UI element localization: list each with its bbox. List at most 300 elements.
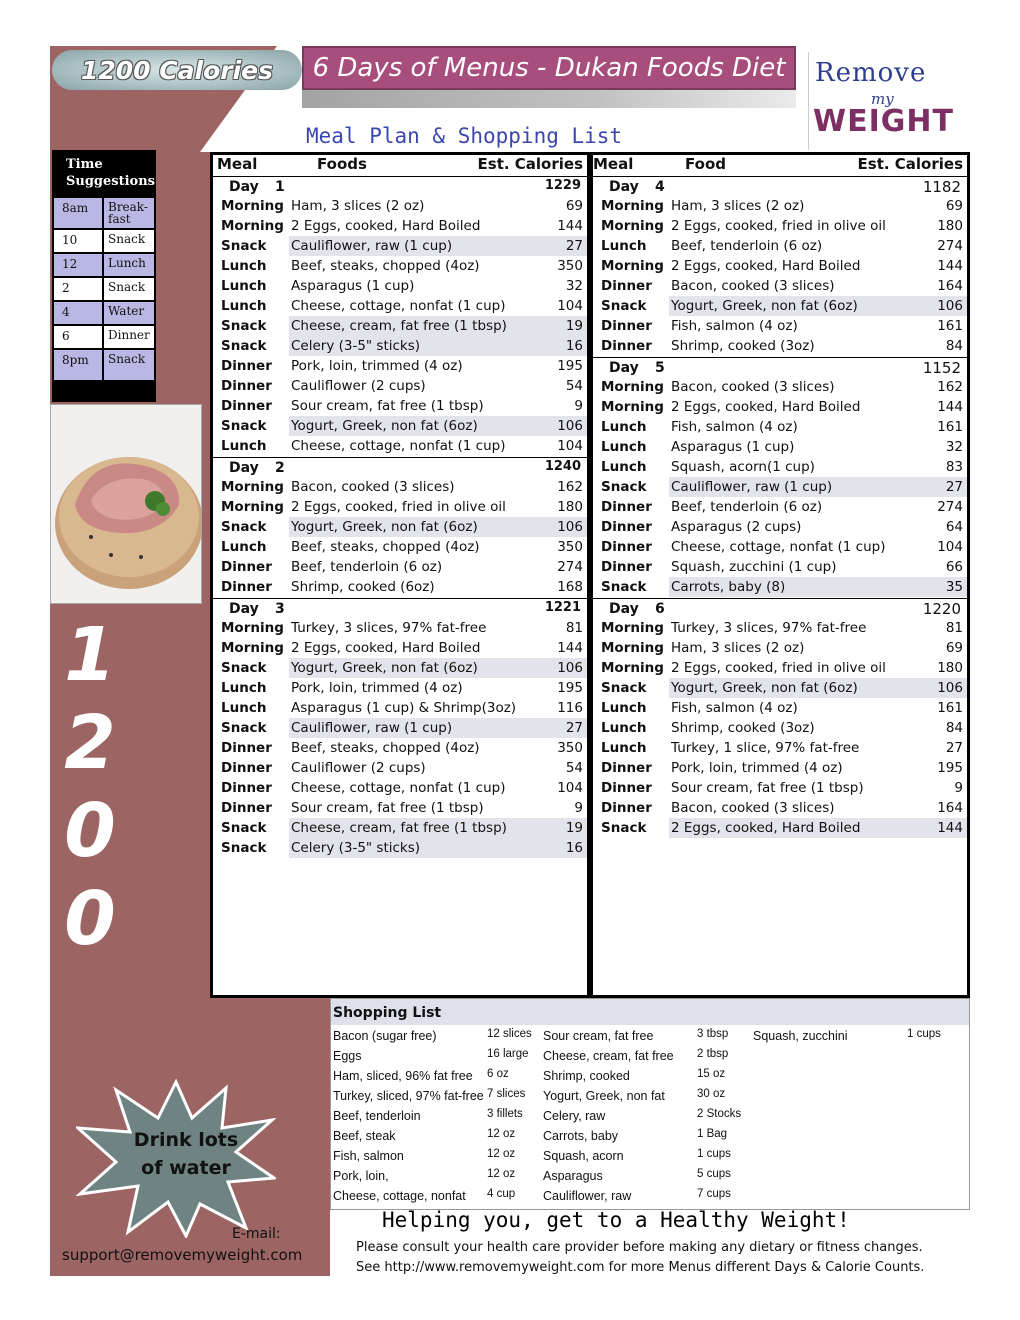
calories-cell: 144 bbox=[937, 258, 963, 274]
calories-cell: 161 bbox=[937, 318, 963, 334]
meal-cell: Lunch bbox=[601, 459, 647, 475]
calories-cell: 144 bbox=[557, 218, 583, 234]
calories-cell: 144 bbox=[557, 640, 583, 656]
meal-cell: Lunch bbox=[221, 298, 267, 314]
food-cell: Cauliflower, raw (1 cup) bbox=[671, 479, 833, 495]
day-total-calories: 1240 bbox=[544, 459, 581, 474]
logo-my-text: my bbox=[871, 90, 894, 108]
meal-cell: Dinner bbox=[221, 398, 272, 414]
side-digit: 2 bbox=[64, 700, 116, 786]
calories-cell: 54 bbox=[565, 378, 583, 394]
calories-cell: 16 bbox=[565, 338, 583, 354]
calories-cell: 19 bbox=[565, 820, 583, 836]
food-cell: Ham, 3 slices (2 oz) bbox=[671, 640, 805, 656]
remove-my-weight-logo[interactable] bbox=[808, 52, 968, 150]
shopping-qty: 12 oz bbox=[487, 1128, 516, 1140]
shopping-qty: 2 Stocks bbox=[697, 1108, 742, 1120]
table-row bbox=[593, 256, 967, 276]
meal-cell: Dinner bbox=[601, 499, 652, 515]
shopping-qty: 12 slices bbox=[487, 1028, 532, 1040]
table-row bbox=[593, 196, 967, 216]
meal-cell: Snack bbox=[221, 720, 267, 736]
shopping-qty: 16 large bbox=[487, 1048, 529, 1060]
calories-cell: 164 bbox=[937, 800, 963, 816]
shopping-list bbox=[330, 998, 970, 1210]
calories-cell: 274 bbox=[937, 238, 963, 254]
calories-cell: 106 bbox=[557, 660, 583, 676]
day-number: 5 bbox=[655, 360, 665, 376]
meal-cell: Dinner bbox=[601, 278, 652, 294]
calories-cell: 81 bbox=[565, 620, 583, 636]
calories-cell: 64 bbox=[945, 519, 963, 535]
meal-cell: Snack bbox=[221, 338, 267, 354]
food-cell: Bacon, cooked (3 slices) bbox=[671, 379, 835, 395]
table-header: Meal Foods Est. Calories bbox=[217, 155, 583, 173]
shopping-item: Pork, loin, bbox=[333, 1169, 389, 1183]
meal-cell: Morning bbox=[601, 660, 664, 676]
table-row bbox=[593, 778, 967, 798]
calories-badge: 1200 Calories bbox=[52, 50, 302, 90]
calories-cell: 106 bbox=[557, 418, 583, 434]
table-row bbox=[593, 818, 967, 838]
food-cell: Cheese, cottage, nonfat (1 cup) bbox=[291, 298, 506, 314]
meal-cell: Dinner bbox=[601, 760, 652, 776]
meal-cell: Dinner bbox=[601, 559, 652, 575]
shopping-qty: 5 cups bbox=[697, 1168, 731, 1180]
meal-table-left bbox=[210, 152, 590, 998]
food-cell: 2 Eggs, cooked, Hard Boiled bbox=[291, 640, 481, 656]
meal-cell: Dinner bbox=[221, 559, 272, 575]
meal-cell: Snack bbox=[601, 479, 647, 495]
shopping-item: Bacon (sugar free) bbox=[333, 1029, 437, 1043]
table-row bbox=[213, 296, 587, 316]
food-cell: Sour cream, fat free (1 tbsp) bbox=[291, 398, 484, 414]
meal-cell: Dinner bbox=[221, 800, 272, 816]
shopping-qty: 4 cup bbox=[487, 1188, 516, 1200]
food-cell: Fish, salmon (4 oz) bbox=[671, 419, 798, 435]
table-row bbox=[213, 758, 587, 778]
food-cell: Fish, salmon (4 oz) bbox=[671, 700, 798, 716]
meal-cell: Snack bbox=[221, 418, 267, 434]
time-row: 4 Water bbox=[54, 300, 154, 324]
day-number: 4 bbox=[655, 179, 665, 195]
table-row bbox=[213, 376, 587, 396]
meal-cell: Snack bbox=[221, 840, 267, 856]
table-row bbox=[593, 417, 967, 437]
food-cell: Squash, acorn(1 cup) bbox=[671, 459, 815, 475]
day-total-calories: 1229 bbox=[544, 178, 581, 193]
calories-cell: 69 bbox=[945, 198, 963, 214]
day-number: 2 bbox=[275, 460, 285, 476]
calories-cell: 180 bbox=[937, 218, 963, 234]
food-cell: Cauliflower, raw (1 cup) bbox=[291, 238, 453, 254]
meal-cell: Morning bbox=[221, 198, 284, 214]
day-number: 1 bbox=[275, 179, 285, 195]
day-label: Day bbox=[609, 179, 639, 195]
food-cell: 2 Eggs, cooked, fried in olive oil bbox=[671, 218, 886, 234]
food-cell: 2 Eggs, cooked, fried in olive oil bbox=[291, 499, 506, 515]
shopping-item: Cheese, cream, fat free bbox=[543, 1049, 674, 1063]
table-row bbox=[593, 276, 967, 296]
food-cell: 2 Eggs, cooked, fried in olive oil bbox=[671, 660, 886, 676]
shopping-item: Squash, acorn bbox=[543, 1149, 624, 1163]
calories-cell: 104 bbox=[557, 780, 583, 796]
meal-cell: Morning bbox=[601, 218, 664, 234]
shopping-item: Cheese, cottage, nonfat bbox=[333, 1189, 466, 1203]
table-row bbox=[213, 196, 587, 216]
shopping-qty: 1 Bag bbox=[697, 1128, 728, 1140]
table-row bbox=[593, 236, 967, 256]
time-suggestions-title: Time Suggestions bbox=[66, 157, 155, 189]
table-row bbox=[213, 356, 587, 376]
table-row bbox=[593, 497, 967, 517]
food-cell: Cheese, cottage, nonfat (1 cup) bbox=[291, 438, 506, 454]
calories-cell: 144 bbox=[937, 399, 963, 415]
meal-cell: Snack bbox=[221, 820, 267, 836]
shopping-item: Carrots, baby bbox=[543, 1129, 619, 1143]
meal-cell: Snack bbox=[601, 298, 647, 314]
table-row bbox=[213, 557, 587, 577]
table-row bbox=[593, 577, 967, 597]
meal-cell: Morning bbox=[221, 640, 284, 656]
shopping-item: Turkey, sliced, 97% fat-free bbox=[333, 1089, 484, 1103]
day-label: Day bbox=[609, 601, 639, 617]
meal-cell: Morning bbox=[221, 499, 284, 515]
calories-cell: 350 bbox=[557, 740, 583, 756]
side-digit: 0 bbox=[64, 788, 116, 874]
day-total-calories: 1221 bbox=[544, 600, 581, 615]
table-row bbox=[213, 738, 587, 758]
calories-cell: 32 bbox=[945, 439, 963, 455]
meal-cell: Snack bbox=[221, 318, 267, 334]
table-row bbox=[593, 658, 967, 678]
meal-cell: Morning bbox=[601, 620, 664, 636]
food-cell: Beef, steaks, chopped (4oz) bbox=[291, 258, 480, 274]
logo-weight-text: WEIGHT bbox=[813, 104, 954, 139]
calories-cell: 16 bbox=[565, 840, 583, 856]
footer-disclaimer: Please consult your health care provider before making any dietary or fitness changes. bbox=[356, 1240, 923, 1255]
calories-cell: 83 bbox=[945, 459, 963, 475]
table-row bbox=[593, 698, 967, 718]
table-row bbox=[213, 497, 587, 517]
table-row bbox=[213, 698, 587, 718]
water-reminder: Drink lots of water bbox=[133, 1129, 239, 1179]
time-row: 12 Lunch bbox=[54, 252, 154, 276]
table-row bbox=[213, 577, 587, 597]
calories-cell: 116 bbox=[557, 700, 583, 716]
table-row bbox=[593, 678, 967, 698]
meal-cell: Dinner bbox=[601, 519, 652, 535]
table-row bbox=[213, 658, 587, 678]
meal-cell: Dinner bbox=[221, 780, 272, 796]
calories-cell: 32 bbox=[565, 278, 583, 294]
shopping-item: Eggs bbox=[333, 1049, 362, 1063]
calories-cell: 66 bbox=[945, 559, 963, 575]
day-number: 3 bbox=[275, 601, 285, 617]
food-cell: Yogurt, Greek, non fat (6oz) bbox=[291, 660, 478, 676]
food-cell: Celery (3-5" sticks) bbox=[291, 840, 421, 856]
time-row: 6 Dinner bbox=[54, 324, 154, 348]
meal-cell: Morning bbox=[221, 479, 284, 495]
day-total-calories: 1152 bbox=[922, 359, 961, 377]
calories-cell: 161 bbox=[937, 419, 963, 435]
table-row bbox=[593, 517, 967, 537]
calories-cell: 274 bbox=[937, 499, 963, 515]
meal-cell: Lunch bbox=[601, 720, 647, 736]
food-cell: Cheese, cottage, nonfat (1 cup) bbox=[671, 539, 886, 555]
calories-cell: 9 bbox=[574, 398, 583, 414]
meal-cell: Lunch bbox=[221, 278, 267, 294]
meal-cell: Morning bbox=[601, 379, 664, 395]
table-row bbox=[593, 437, 967, 457]
table-row bbox=[593, 758, 967, 778]
food-cell: Cauliflower (2 cups) bbox=[291, 760, 426, 776]
shopping-qty: 1 cups bbox=[697, 1148, 731, 1160]
calories-cell: 195 bbox=[557, 680, 583, 696]
meal-cell: Morning bbox=[601, 198, 664, 214]
food-cell: Yogurt, Greek, non fat (6oz) bbox=[291, 519, 478, 535]
food-cell: Cheese, cottage, nonfat (1 cup) bbox=[291, 780, 506, 796]
food-cell: 2 Eggs, cooked, Hard Boiled bbox=[671, 399, 861, 415]
food-cell: Carrots, baby (8) bbox=[671, 579, 786, 595]
time-row: 2 Snack bbox=[54, 276, 154, 300]
shopping-qty: 3 fillets bbox=[487, 1108, 523, 1120]
food-cell: Shrimp, cooked (6oz) bbox=[291, 579, 435, 595]
meal-table-right bbox=[590, 152, 970, 998]
meal-cell: Dinner bbox=[221, 358, 272, 374]
table-row bbox=[593, 296, 967, 316]
page-subtitle: Meal Plan & Shopping List bbox=[306, 124, 623, 148]
shopping-qty: 7 slices bbox=[487, 1088, 526, 1100]
meal-cell: Lunch bbox=[221, 258, 267, 274]
food-cell: Beef, steaks, chopped (4oz) bbox=[291, 740, 480, 756]
table-row bbox=[593, 537, 967, 557]
food-cell: Cauliflower (2 cups) bbox=[291, 378, 426, 394]
food-cell: Yogurt, Greek, non fat (6oz) bbox=[671, 680, 858, 696]
calories-cell: 350 bbox=[557, 258, 583, 274]
table-row bbox=[213, 436, 587, 456]
table-row bbox=[213, 718, 587, 738]
food-cell: Bacon, cooked (3 slices) bbox=[291, 479, 455, 495]
meal-cell: Dinner bbox=[601, 338, 652, 354]
food-cell: Shrimp, cooked (3oz) bbox=[671, 720, 815, 736]
meal-cell: Snack bbox=[601, 680, 647, 696]
food-cell: Pork, loin, trimmed (4 oz) bbox=[291, 680, 463, 696]
table-row bbox=[593, 738, 967, 758]
calories-cell: 104 bbox=[557, 438, 583, 454]
calories-cell: 168 bbox=[557, 579, 583, 595]
food-cell: Yogurt, Greek, non fat (6oz) bbox=[291, 418, 478, 434]
shopping-item: Asparagus bbox=[543, 1169, 603, 1183]
meal-cell: Lunch bbox=[221, 680, 267, 696]
shopping-qty: 30 oz bbox=[697, 1088, 726, 1100]
meal-cell: Lunch bbox=[601, 700, 647, 716]
calories-cell: 106 bbox=[557, 519, 583, 535]
meal-cell: Dinner bbox=[221, 378, 272, 394]
shopping-qty: 12 oz bbox=[487, 1148, 516, 1160]
meal-cell: Snack bbox=[221, 519, 267, 535]
time-row: 8pm Snack bbox=[54, 348, 154, 380]
time-suggestions bbox=[52, 150, 156, 402]
food-cell: 2 Eggs, cooked, Hard Boiled bbox=[291, 218, 481, 234]
table-row bbox=[213, 798, 587, 818]
table-row bbox=[213, 477, 587, 497]
day-header bbox=[213, 457, 587, 477]
food-cell: Beef, tenderloin (6 oz) bbox=[671, 499, 823, 515]
food-cell: Turkey, 3 slices, 97% fat-free bbox=[291, 620, 487, 636]
email-label: E-mail: bbox=[232, 1226, 281, 1242]
calories-cell: 9 bbox=[954, 780, 963, 796]
meal-cell: Lunch bbox=[601, 439, 647, 455]
shopping-qty: 7 cups bbox=[697, 1188, 731, 1200]
food-cell: 2 Eggs, cooked, Hard Boiled bbox=[671, 258, 861, 274]
calories-cell: 9 bbox=[574, 800, 583, 816]
calories-cell: 84 bbox=[945, 338, 963, 354]
day-label: Day bbox=[229, 179, 259, 195]
calories-cell: 104 bbox=[557, 298, 583, 314]
shopping-item: Celery, raw bbox=[543, 1109, 606, 1123]
food-cell: Pork, loin, trimmed (4 oz) bbox=[671, 760, 843, 776]
calories-cell: 180 bbox=[937, 660, 963, 676]
calories-cell: 106 bbox=[937, 680, 963, 696]
shopping-qty: 1 cups bbox=[907, 1028, 941, 1040]
calories-cell: 162 bbox=[557, 479, 583, 495]
table-row bbox=[213, 336, 587, 356]
day-label: Day bbox=[229, 460, 259, 476]
meal-cell: Lunch bbox=[221, 438, 267, 454]
meal-cell: Morning bbox=[601, 640, 664, 656]
calories-cell: 350 bbox=[557, 539, 583, 555]
food-cell: Ham, 3 slices (2 oz) bbox=[671, 198, 805, 214]
table-row bbox=[593, 316, 967, 336]
shopping-item: Yogurt, Greek, non fat bbox=[543, 1089, 665, 1103]
meal-cell: Snack bbox=[221, 660, 267, 676]
meal-cell: Lunch bbox=[221, 539, 267, 555]
side-digit: 1 bbox=[64, 612, 116, 698]
table-row bbox=[213, 618, 587, 638]
food-cell: Yogurt, Greek, non fat (6oz) bbox=[671, 298, 858, 314]
shopping-item: Squash, zucchini bbox=[753, 1029, 848, 1043]
food-cell: Beef, steaks, chopped (4oz) bbox=[291, 539, 480, 555]
food-cell: Asparagus (1 cup) bbox=[291, 278, 415, 294]
table-row bbox=[593, 718, 967, 738]
shopping-qty: 3 tbsp bbox=[697, 1028, 729, 1040]
calories-cell: 104 bbox=[937, 539, 963, 555]
food-cell: Turkey, 1 slice, 97% fat-free bbox=[671, 740, 860, 756]
calories-cell: 161 bbox=[937, 700, 963, 716]
table-row bbox=[213, 517, 587, 537]
day-label: Day bbox=[609, 360, 639, 376]
food-cell: Cheese, cream, fat free (1 tbsp) bbox=[291, 318, 507, 334]
food-cell: Bacon, cooked (3 slices) bbox=[671, 800, 835, 816]
meal-cell: Dinner bbox=[601, 800, 652, 816]
meal-cell: Morning bbox=[601, 399, 664, 415]
food-cell: Beef, tenderloin (6 oz) bbox=[291, 559, 443, 575]
day-header bbox=[593, 176, 967, 196]
calories-cell: 27 bbox=[565, 238, 583, 254]
calories-cell: 69 bbox=[945, 640, 963, 656]
shopping-qty: 2 tbsp bbox=[697, 1048, 729, 1060]
table-row bbox=[213, 216, 587, 236]
calories-cell: 106 bbox=[937, 298, 963, 314]
food-cell: Cheese, cream, fat free (1 tbsp) bbox=[291, 820, 507, 836]
table-row bbox=[593, 216, 967, 236]
shopping-qty: 15 oz bbox=[697, 1068, 726, 1080]
time-row: 8am Break-fast bbox=[54, 196, 154, 228]
side-digit: 0 bbox=[64, 876, 116, 962]
meal-cell: Dinner bbox=[601, 539, 652, 555]
table-row bbox=[593, 557, 967, 577]
meal-cell: Morning bbox=[221, 218, 284, 234]
table-row bbox=[213, 416, 587, 436]
shopping-item: Beef, tenderloin bbox=[333, 1109, 421, 1123]
food-cell: Ham, 3 slices (2 oz) bbox=[291, 198, 425, 214]
shopping-item: Sour cream, fat free bbox=[543, 1029, 654, 1043]
footer-slogan: Helping you, get to a Healthy Weight! bbox=[382, 1208, 850, 1232]
calories-cell: 162 bbox=[937, 379, 963, 395]
shopping-item: Ham, sliced, 96% fat free bbox=[333, 1069, 473, 1083]
table-row bbox=[593, 377, 967, 397]
food-cell: Pork, loin, trimmed (4 oz) bbox=[291, 358, 463, 374]
table-row bbox=[213, 316, 587, 336]
table-header: Meal Food Est. Calories bbox=[593, 155, 963, 173]
day-number: 6 bbox=[655, 601, 665, 617]
footer-more-link[interactable]: See http://www.removemyweight.com for more Menus different Days & Calorie Counts. bbox=[356, 1260, 925, 1275]
page-title: 6 Days of Menus - Dukan Foods Diet bbox=[302, 46, 796, 90]
table-row bbox=[593, 336, 967, 356]
meal-cell: Lunch bbox=[601, 740, 647, 756]
logo-remove-text: Remove bbox=[815, 58, 927, 88]
meal-cell: Morning bbox=[221, 620, 284, 636]
table-row bbox=[213, 818, 587, 838]
day-header bbox=[593, 357, 967, 377]
meal-cell: Lunch bbox=[221, 700, 267, 716]
table-row bbox=[213, 778, 587, 798]
email-link[interactable]: support@removemyweight.com bbox=[62, 1246, 303, 1264]
food-cell: Sour cream, fat free (1 tbsp) bbox=[671, 780, 864, 796]
day-header bbox=[213, 176, 587, 196]
meal-cell: Snack bbox=[221, 238, 267, 254]
food-cell: Bacon, cooked (3 slices) bbox=[671, 278, 835, 294]
food-cell: Asparagus (1 cup) & Shrimp(3oz) bbox=[291, 700, 517, 716]
calories-cell: 69 bbox=[565, 198, 583, 214]
day-header bbox=[593, 598, 967, 618]
title-shadow bbox=[302, 90, 796, 108]
food-cell: Sour cream, fat free (1 tbsp) bbox=[291, 800, 484, 816]
table-row bbox=[213, 638, 587, 658]
meat-on-board-photo bbox=[50, 404, 202, 604]
calories-cell: 35 bbox=[945, 579, 963, 595]
meal-cell: Dinner bbox=[221, 760, 272, 776]
time-row: 10 Snack bbox=[54, 228, 154, 252]
food-cell: 2 Eggs, cooked, Hard Boiled bbox=[671, 820, 861, 836]
shopping-item: Cauliflower, raw bbox=[543, 1189, 632, 1203]
meal-cell: Morning bbox=[601, 258, 664, 274]
meal-cell: Dinner bbox=[601, 318, 652, 334]
calories-cell: 27 bbox=[945, 740, 963, 756]
food-cell: Asparagus (1 cup) bbox=[671, 439, 795, 455]
shopping-item: Beef, steak bbox=[333, 1129, 396, 1143]
food-cell: Squash, zucchini (1 cup) bbox=[671, 559, 837, 575]
calories-cell: 19 bbox=[565, 318, 583, 334]
day-total-calories: 1220 bbox=[922, 600, 961, 618]
calories-cell: 54 bbox=[565, 760, 583, 776]
calories-cell: 27 bbox=[565, 720, 583, 736]
day-header bbox=[213, 598, 587, 618]
table-row bbox=[213, 537, 587, 557]
food-cell: Shrimp, cooked (3oz) bbox=[671, 338, 815, 354]
table-row bbox=[593, 457, 967, 477]
